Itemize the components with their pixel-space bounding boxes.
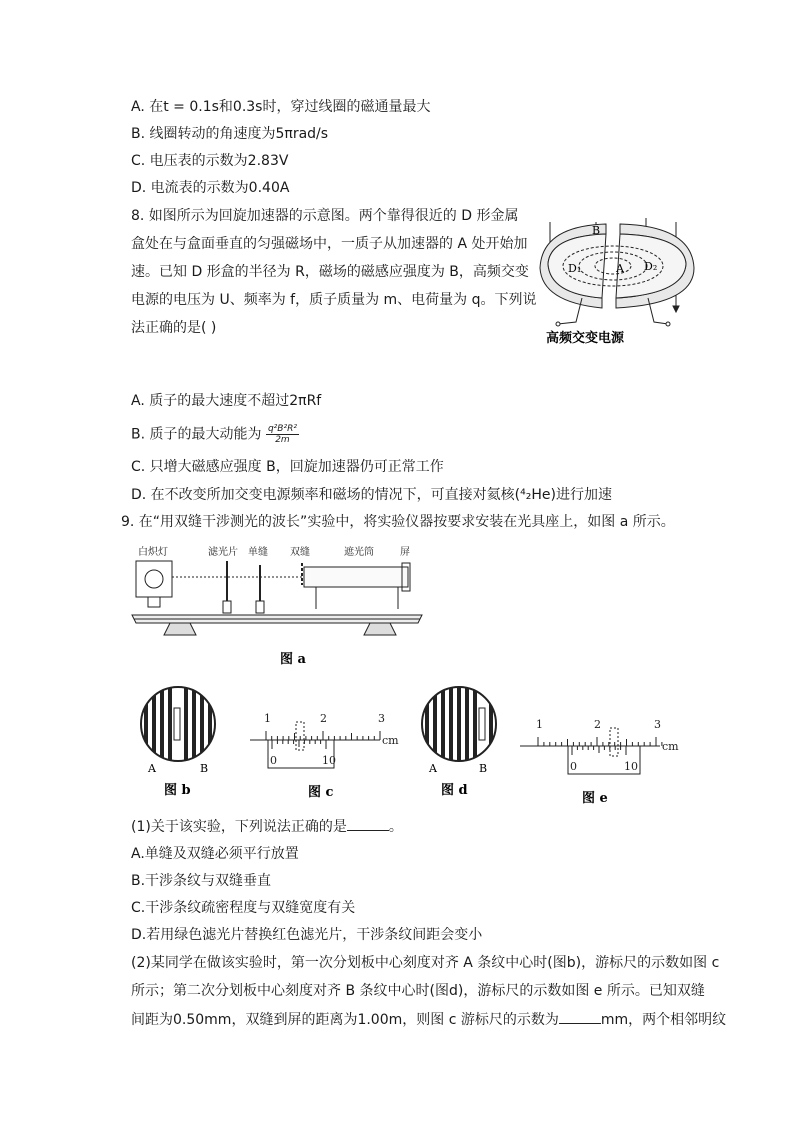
q9-part1 <box>131 816 403 837</box>
cyclotron-label-d1: D₁ <box>568 262 582 275</box>
q9-part1-end: 。 <box>388 819 403 835</box>
kinetic-energy-fraction <box>266 424 299 445</box>
q7-option-a: A. 在t = 0.1s和0.3s时，穿过线圈的磁通量最大 <box>131 99 431 115</box>
label-double-slit: 双缝 <box>290 547 310 558</box>
cyclotron-label-a: A <box>616 262 624 275</box>
cyclotron-label-b: B <box>592 224 601 237</box>
fig-b-label-b: B <box>200 762 209 775</box>
fringe-view-b <box>138 686 223 798</box>
q9-part2-line-3-text: 间距为0.50mm，双缝到屏的距离为1.00m，则图 c 游标尺的示数为 <box>131 1012 559 1028</box>
fig-e-main-1: 1 <box>536 718 543 731</box>
fig-c-main-2: 2 <box>320 712 327 725</box>
optical-bench-figure <box>130 543 430 668</box>
fig-e-main-2: 2 <box>594 718 601 731</box>
fraction-denominator: 2m <box>275 435 290 445</box>
fig-e-unit: cm <box>662 740 679 753</box>
q8-stem-line-5: 法正确的是( ) <box>131 320 217 336</box>
caption-fig-a: 图 a <box>280 652 306 667</box>
label-filter: 滤光片 <box>208 547 238 558</box>
q8-option-b-text: B. 质子的最大动能为 <box>131 426 262 443</box>
label-lamp: 白炽灯 <box>138 547 168 558</box>
cyclotron-caption: 高频交变电源 <box>546 331 625 346</box>
q9-part1-text: (1)关于该实验，下列说法正确的是 <box>131 819 347 835</box>
q7-option-c: C. 电压表的示数为2.83V <box>131 153 289 169</box>
fig-c-main-3: 3 <box>378 712 385 725</box>
fraction-numerator: q²B²R² <box>267 424 297 434</box>
fig-b-label-a: A <box>148 762 156 775</box>
q8-stem-line-3: 速。已知 D 形盒的半径为 R，磁场的磁感应强度为 B，高频交变 <box>131 264 529 280</box>
label-screen: 屏 <box>400 547 410 558</box>
q8-option-b <box>131 424 299 445</box>
fig-d-label-a: A <box>429 762 437 775</box>
vernier-scale-e <box>516 716 696 808</box>
q8-option-a: A. 质子的最大速度不超过2πRf <box>131 393 322 409</box>
q7-option-d: D. 电流表的示数为0.40A <box>131 180 290 196</box>
caption-fig-b: 图 b <box>164 783 191 798</box>
q9-option-a: A.单缝及双缝必须平行放置 <box>131 846 299 862</box>
fringe-view-d <box>417 686 502 798</box>
fig-e-vernier-10: 10 <box>624 760 638 773</box>
q8-stem-line-4: 电源的电压为 U、频率为 f，质子质量为 m、电荷量为 q。下列说 <box>131 292 537 308</box>
q9-part2-line-2: 所示；第二次分划板中心刻度对齐 B 条纹中心时(图d)，游标尺的示数如图 e 所示。已知双缝 <box>131 983 705 999</box>
answer-blank-1[interactable] <box>347 816 389 831</box>
label-tube: 遮光筒 <box>344 547 374 558</box>
caption-fig-c: 图 c <box>308 785 334 800</box>
fig-c-vernier-10: 10 <box>322 754 336 767</box>
answer-blank-2[interactable] <box>559 1009 601 1024</box>
fig-c-unit: cm <box>382 734 399 747</box>
vernier-scale-c <box>246 710 406 802</box>
q8-option-d: D. 在不改变所加交变电源频率和磁场的情况下，可直接对氦核(⁴₂He)进行加速 <box>131 487 612 503</box>
q8-stem-line-1: 8. 如图所示为回旋加速器的示意图。两个靠得很近的 D 形金属 <box>131 208 519 224</box>
q9-option-d: D.若用绿色滤光片替换红色滤光片，干涉条纹间距会变小 <box>131 927 483 943</box>
q9-part2-line-3 <box>131 1009 726 1030</box>
q9-part2-tail: mm，两个相邻明纹 <box>600 1012 727 1028</box>
cyclotron-figure <box>536 212 706 350</box>
cyclotron-label-d2: D₂ <box>644 260 658 273</box>
q9-option-c: C.干涉条纹疏密程度与双缝宽度有关 <box>131 900 356 916</box>
fig-c-main-1: 1 <box>264 712 271 725</box>
q8-option-c: C. 只增大磁感应强度 B，回旋加速器仍可正常工作 <box>131 459 444 475</box>
fig-e-main-3: 3 <box>654 718 661 731</box>
q7-option-b: B. 线圈转动的角速度为5πrad/s <box>131 126 329 142</box>
caption-fig-e: 图 e <box>582 791 608 806</box>
label-single-slit: 单缝 <box>248 547 268 558</box>
caption-fig-d: 图 d <box>441 783 468 798</box>
fig-d-label-b: B <box>479 762 488 775</box>
q8-stem-line-2: 盒处在与盒面垂直的匀强磁场中，一质子从加速器的 A 处开始加 <box>131 236 528 252</box>
fig-e-vernier-0: 0 <box>570 760 577 773</box>
q9-option-b: B.干涉条纹与双缝垂直 <box>131 873 272 889</box>
fig-c-vernier-0: 0 <box>270 754 277 767</box>
q9-stem: 9. 在“用双缝干涉测光的波长”实验中，将实验仪器按要求安装在光具座上，如图 a 所示。 <box>121 514 675 530</box>
q9-part2-line-1: (2)某同学在做该实验时，第一次分划板中心刻度对齐 A 条纹中心时(图b)，游标尺的示数如图 c <box>131 955 720 971</box>
